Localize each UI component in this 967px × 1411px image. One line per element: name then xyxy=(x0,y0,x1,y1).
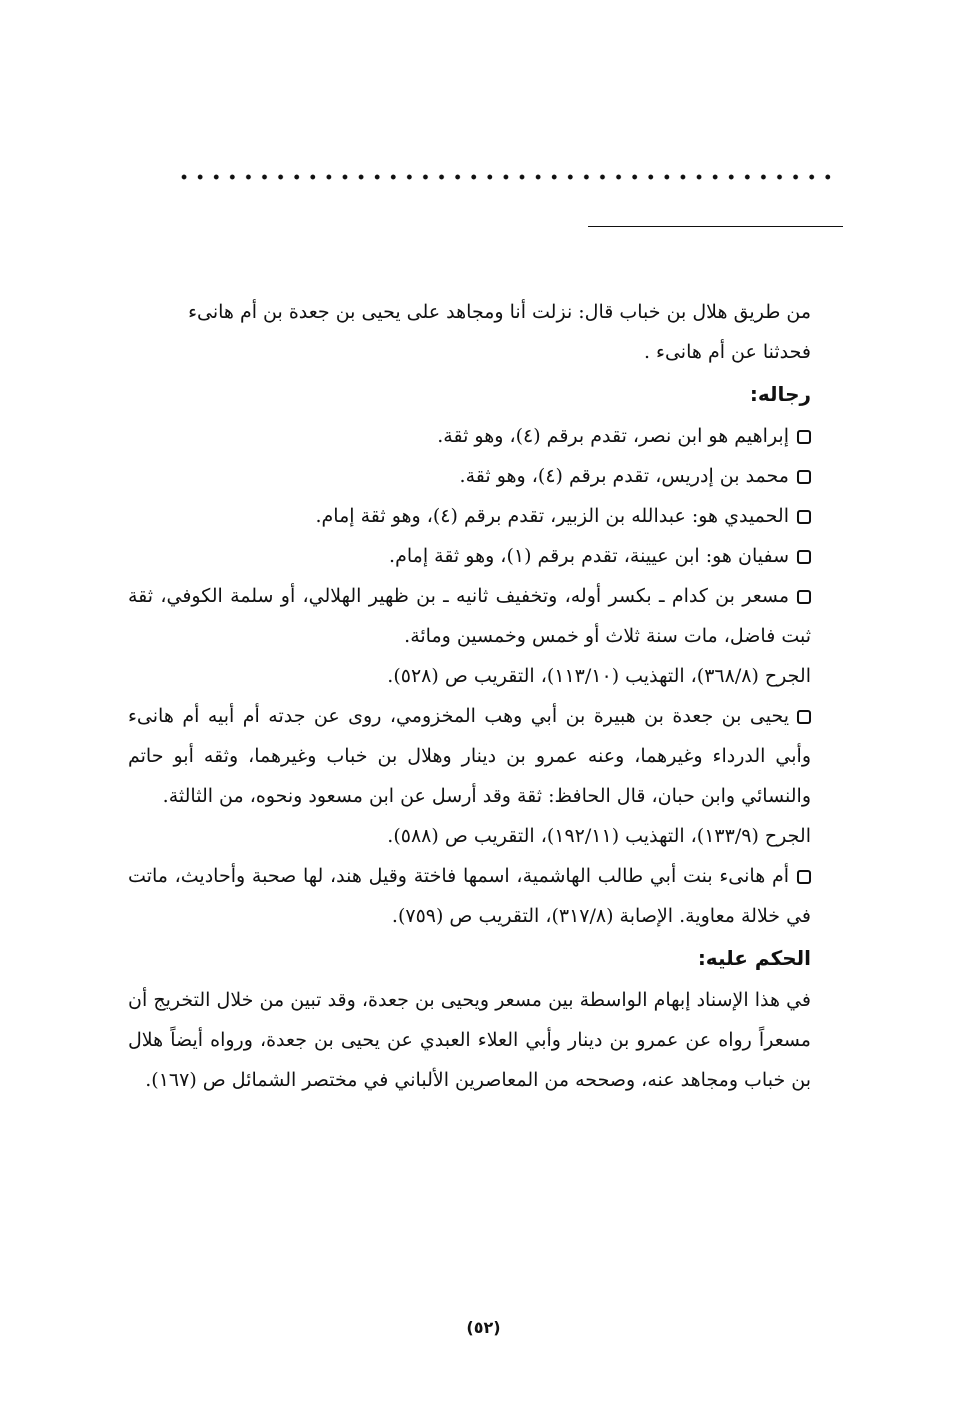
checkbox-bullet-icon xyxy=(797,430,811,444)
narrator-item-misar xyxy=(128,576,811,656)
narrator-item-humaydi xyxy=(128,496,811,536)
checkbox-bullet-icon xyxy=(797,710,811,724)
narrator-text: إبراهيم هو ابن نصر، تقدم برقم (٤)، وهو ثقة. xyxy=(437,425,789,447)
hukm-text: في هذا الإسناد إبهام الواسطة بين مسعر ويحيى بن جعدة، وقد تبين من خلال التخريج أن مسعراً رواه عن عمرو بن دينار وأبي العلاء العبدي عن يحيى بن جعدة، ورواه أيضاً هلال بن خباب ومجاهد عنه، وصححه من المعاصرين الألباني في مختصر الشمائل ص (١٦٧). xyxy=(128,989,811,1091)
narrator-item-yahya xyxy=(128,696,811,816)
footnote-rule xyxy=(588,226,843,227)
checkbox-bullet-icon xyxy=(797,470,811,484)
intro-line-1: من طريق هلال بن خباب قال: نزلت أنا ومجاهد على يحيى بن جعدة بن أم هانىء xyxy=(188,301,811,323)
page-body xyxy=(128,292,811,1100)
hukm-heading: الحكم عليه: xyxy=(697,946,811,970)
checkbox-bullet-icon xyxy=(797,550,811,564)
narrator-text: محمد بن إدريس، تقدم برقم (٤)، وهو ثقة. xyxy=(459,465,789,487)
narrator-text: الحميدي هو: عبدالله بن الزبير، تقدم برقم (٤)، وهو ثقة إمام. xyxy=(315,505,789,527)
narrator-text: سفيان هو: ابن عيينة، تقدم برقم (١)، وهو ثقة إمام. xyxy=(389,545,789,567)
narrator-item-muhammad xyxy=(128,456,811,496)
narrator-text: يحيى بن جعدة بن هبيرة بن أبي وهب المخزومي، روى عن جدته أم أبيه أم هانىء وأبي الدرداء وغيرهما، وعنه عمرو بن دينار وهلال بن خباب وغيرهما، وثقه أبو حاتم والنسائي وابن حبان، قال الحافظ: ثقة وقد أرسل عن ابن مسعود ونحوه، من الثالثة. xyxy=(128,705,812,807)
checkbox-bullet-icon xyxy=(797,510,811,524)
page-number: (٥٢) xyxy=(466,1318,501,1337)
rijal-heading: رجاله: xyxy=(749,382,811,406)
dotted-separator xyxy=(176,172,836,182)
checkbox-bullet-icon xyxy=(797,590,811,604)
narrator-reference: الجرح (٣٦٨/٨)، التهذيب (١١٣/١٠)، التقريب ص (٥٢٨). xyxy=(387,665,811,687)
narrator-item-sufyan xyxy=(128,536,811,576)
narrator-reference: الجرح (١٣٣/٩)، التهذيب (١٩٢/١١)، التقريب ص (٥٨٨). xyxy=(387,825,811,847)
checkbox-bullet-icon xyxy=(797,870,811,884)
narrator-text: مسعر بن كدام ـ بكسر أوله، وتخفيف ثانيه ـ بن ظهير الهلالي، أو سلمة الكوفي، ثقة ثبت فاضل، مات سنة ثلاث أو خمس وخمسين ومائة. xyxy=(128,585,811,647)
narrator-text: أم هانىء بنت أبي طالب الهاشمية، اسمها فاختة وقيل هند، لها صحبة وأحاديث، ماتت في خلالة معاوية. الإصابة (٣١٧/٨)، التقريب ص (٧٥٩). xyxy=(128,865,811,927)
narrator-item-ibrahim xyxy=(128,416,811,456)
narrator-item-umm-hani xyxy=(128,856,811,936)
intro-line-2: فحدثنا عن أم هانىء . xyxy=(643,341,811,363)
